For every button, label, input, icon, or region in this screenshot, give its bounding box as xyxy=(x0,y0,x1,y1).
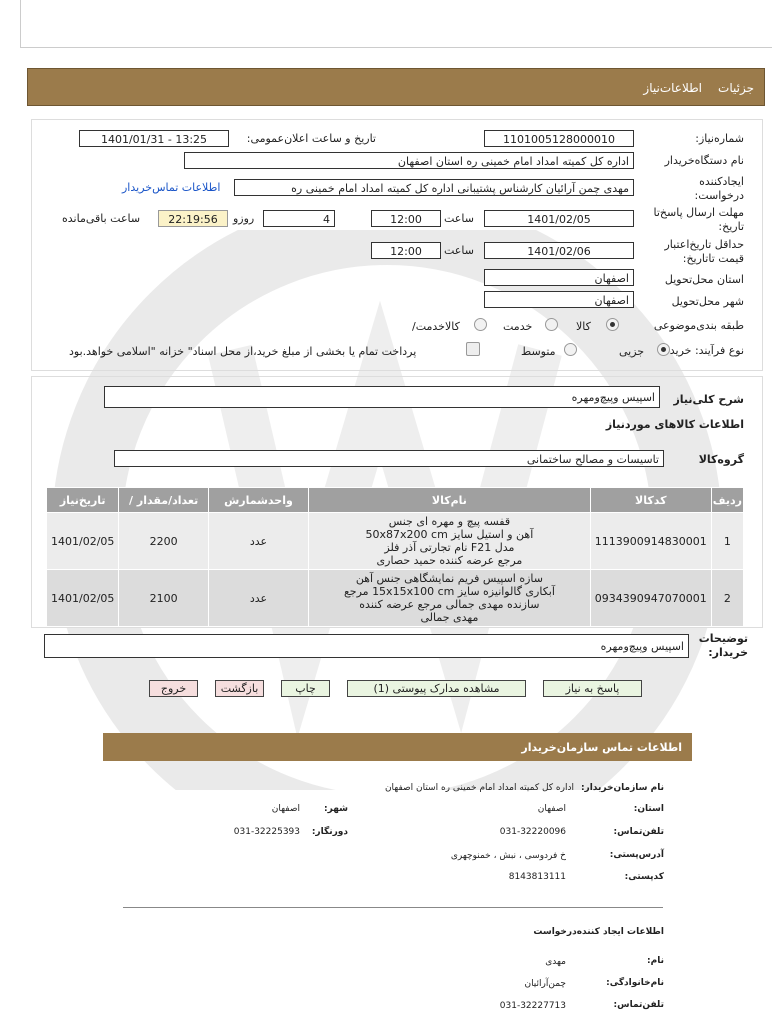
row-name-line: مدل F21 نام تجارتی آذر فلز xyxy=(384,541,515,554)
contact-fax-value: 031-32225393 xyxy=(233,827,300,837)
category-option-goods: کالا xyxy=(576,320,591,333)
category-radio-goods-service[interactable] xyxy=(474,318,487,331)
announce-field: 1401/01/31 - 13:25 xyxy=(79,130,229,147)
buyer-org-label: نام دستگاه‌خریدار xyxy=(664,154,744,167)
row-name xyxy=(309,513,591,570)
need-desc-label: شرح کلی‌نیاز xyxy=(673,393,744,406)
contact-phone-value: 031-32220096 xyxy=(499,827,566,837)
contact-postal-value: 8143813111 xyxy=(508,872,566,882)
contact-header xyxy=(103,733,692,761)
send-time-label: ساعت xyxy=(444,212,474,225)
creator-phone-label: تلفن‌تماس: xyxy=(613,1000,664,1010)
row-name-line: مرجع عرضه کننده حمید حصاری xyxy=(376,554,523,567)
need-number-field: 1101005128000010 xyxy=(484,130,634,147)
province-label: استان محل‌تحویل xyxy=(664,273,744,286)
validity-label: حداقل تاریخ‌اعتبار قیمت تا‌تاریخ: xyxy=(664,238,744,265)
row-date: 1401/02/05 xyxy=(47,570,119,627)
requester-label: ایجادکننده درخواست: xyxy=(694,175,744,202)
row-name-line: مهدی جمالی xyxy=(420,611,479,624)
contact-address-label: آدرس‌پستی: xyxy=(609,850,664,860)
buyer-contact-link[interactable]: اطلاعات تماس‌خریدار xyxy=(122,181,221,194)
treasury-payment-checkbox[interactable] xyxy=(466,342,480,356)
category-radio-service[interactable] xyxy=(545,318,558,331)
row-name-line: آبکاری گالوانیزه سایز 15x15x100 cm مرجع xyxy=(343,585,555,598)
creator-name-label: نام: xyxy=(647,956,664,966)
province-field: اصفهان xyxy=(484,269,634,286)
need-desc-field: اسپیس وپیچ‌ومهره xyxy=(104,386,660,408)
city-label: شهر محل‌تحویل xyxy=(671,295,744,308)
row-name-line: آهن و استیل سایز 50x87x200 cm xyxy=(365,528,534,541)
row-index: 2 xyxy=(711,570,743,627)
contact-org-label: نام سازمان‌خریدار: xyxy=(580,783,664,793)
creator-family-value: چمن‌آرائیان xyxy=(524,979,566,989)
validity-date: 1401/02/06 xyxy=(484,242,634,259)
contact-phone-label: تلفن‌تماس: xyxy=(613,827,664,837)
creator-phone-value: 031-32227713 xyxy=(499,1001,566,1011)
creator-name-value: مهدی xyxy=(545,957,566,967)
process-option-minor: جزیی xyxy=(619,345,645,358)
process-option-medium: متوسط xyxy=(521,345,556,358)
contact-postal-label: کدپستی: xyxy=(624,872,664,882)
contact-city-value: اصفهان xyxy=(271,804,300,814)
row-name xyxy=(309,570,591,627)
attachments-button[interactable]: مشاهده مدارک پیوستی (1) xyxy=(347,680,526,697)
contact-address-value: خ فردوسی ، نبش ، خمنوچهری xyxy=(450,851,566,861)
contact-province-value: اصفهان xyxy=(537,804,566,814)
tab-need-info[interactable]: اطلاعات‌نیاز xyxy=(643,81,702,95)
row-qty: 2100 xyxy=(119,570,208,627)
row-unit: عدد xyxy=(208,570,308,627)
row-name-line: سازه اسپیس فریم نمایشگاهی جنس آهن xyxy=(355,572,544,585)
reply-button[interactable]: پاسخ به نیاز xyxy=(543,680,642,697)
process-radio-minor[interactable] xyxy=(657,343,670,356)
col-unit: واحدشمارش xyxy=(208,488,308,513)
process-label: نوع فرآیند: خرید xyxy=(669,344,744,357)
category-radio-goods[interactable] xyxy=(606,318,619,331)
row-qty: 2200 xyxy=(119,513,208,570)
send-deadline-time: 12:00 xyxy=(371,210,441,227)
table-row xyxy=(47,570,744,627)
treasury-payment-note: پرداخت تمام یا بخشی از مبلغ خرید،از محل اسناد" خزانه "اسلامی خواهد.بود xyxy=(69,345,417,358)
creator-family-label: نام‌خانوادگی: xyxy=(606,978,664,988)
top-divider xyxy=(20,47,772,48)
validity-time-label: ساعت xyxy=(444,244,474,257)
days-field xyxy=(263,210,335,227)
exit-button[interactable]: خروج xyxy=(149,680,198,697)
row-date: 1401/02/05 xyxy=(47,513,119,570)
need-number-label: شماره‌نیاز: xyxy=(695,132,744,145)
requester-field: مهدی چمن آرائیان کارشناس پشتیبانی اداره کل کمیته امداد امام خمینی ره xyxy=(234,179,634,196)
tab-details[interactable]: جزئیات xyxy=(718,81,754,95)
col-row: ردیف xyxy=(711,488,743,513)
col-code: کدکالا xyxy=(590,488,711,513)
goods-group-field: تاسیسات و مصالح ساختمانی xyxy=(114,450,664,467)
announce-label: تاریخ و ساعت اعلان‌عمومی: xyxy=(246,132,376,145)
contact-org-value: اداره کل کمیته امداد امام خمینی ره استان اصفهان xyxy=(384,783,574,793)
frame-line xyxy=(20,0,21,48)
creator-title: اطلاعات ایجاد کننده‌درخواست xyxy=(533,927,664,937)
contact-title: اطلاعات تماس سازمان‌خریدار xyxy=(521,741,682,754)
contact-divider xyxy=(123,907,663,908)
goods-info-title: اطلاعات کالاهای موردنیاز xyxy=(605,418,744,431)
validity-time: 12:00 xyxy=(371,242,441,259)
days-value: 4 xyxy=(323,213,330,226)
print-button[interactable]: چاپ xyxy=(281,680,330,697)
buyer-notes-label: توضیحات خریدار: xyxy=(698,632,748,659)
back-button[interactable]: بازگشت xyxy=(215,680,264,697)
goods-table xyxy=(46,487,744,627)
send-deadline-label: مهلت ارسال پاسخ‌تا تاریخ: xyxy=(653,206,744,233)
buyer-org-field: اداره کل کمیته امداد امام خمینی ره استان اصفهان xyxy=(184,152,634,169)
remaining-time: 22:19:56 xyxy=(158,210,228,227)
row-unit: عدد xyxy=(208,513,308,570)
category-option-service: خدمت xyxy=(503,320,533,333)
row-index: 1 xyxy=(711,513,743,570)
buyer-notes-field: اسپیس وپیچ‌ومهره xyxy=(44,634,689,658)
col-qty: تعداد/مقدار / xyxy=(119,488,208,513)
row-name-line: قفسه پیچ و مهره ای جنس xyxy=(388,515,511,528)
city-field: اصفهان xyxy=(484,291,634,308)
col-name: نام‌کالا xyxy=(309,488,591,513)
days-label: روزو xyxy=(233,212,255,225)
send-deadline-date: 1401/02/05 xyxy=(484,210,634,227)
category-label: طبقه بندی‌موضوعی xyxy=(653,319,744,332)
col-date: تاریخ‌نیاز xyxy=(47,488,119,513)
row-name-line: سازنده مهدی جمالی مرجع عرضه کننده xyxy=(359,598,540,611)
category-option-goods-service: کالاخدمت/ xyxy=(412,320,460,333)
page-header xyxy=(27,68,765,106)
row-code: 0934390947070001 xyxy=(590,570,711,627)
remaining-label: ساعت باقی‌مانده xyxy=(62,212,141,225)
goods-group-label: گروه‌کالا xyxy=(698,453,744,466)
contact-fax-label: دورنگار: xyxy=(311,827,348,837)
contact-city-label: شهر: xyxy=(324,804,348,814)
table-header-row xyxy=(47,488,744,513)
contact-province-label: استان: xyxy=(633,804,664,814)
process-radio-medium[interactable] xyxy=(564,343,577,356)
table-row xyxy=(47,513,744,570)
row-code: 1113900914830001 xyxy=(590,513,711,570)
